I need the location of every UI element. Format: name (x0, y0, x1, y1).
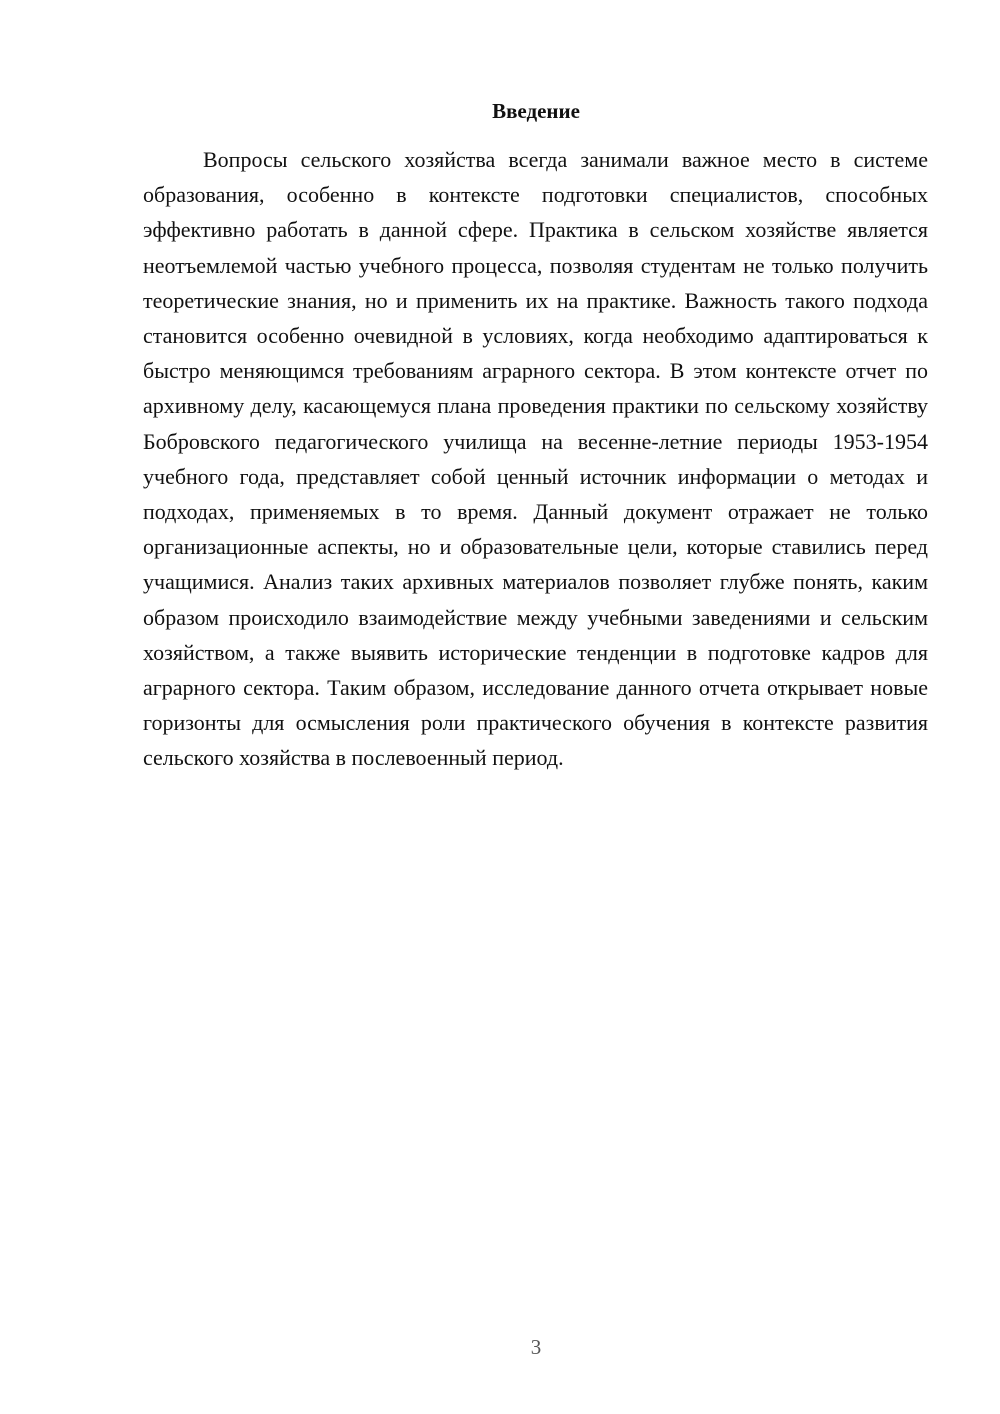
section-heading: Введение (492, 99, 580, 123)
page-number: 3 (530, 1335, 542, 1359)
body-paragraph: Вопросы сельского хозяйства всегда занимали важное место в системе образования, особенно в контексте подготовки специалистов, способных эффективно работать в данной сфере. Практика в сельском хозяйстве является неотъемлемой частью учебного процесса, позволяя студентам не только получить теоретические знания, но и применить их на практике. Важность такого подхода становится особенно очевидной в условиях, когда необходимо адаптироваться к быстро меняющимся требованиям аграрного сектора. В этом контексте отчет по архивному делу, касающемуся плана проведения практики по сельскому хозяйству Бобровского педагогического училища на весенне-летние периоды 1953-1954 учебного года, представляет собой ценный источник информации о методах и подходах, применяемых в то время. Данный документ отражает не только организационные аспекты, но и образовательные цели, которые ставились перед учащимися. Анализ таких архивных материалов позволяет глубже понять, каким образом происходило взаимодействие между учебными заведениями и сельским хозяйством, а также выявить исторические тенденции в подготовке кадров для аграрного сектора. Таким образом, исследование данного отчета открывает новые горизонты для осмысления роли практического обучения в контексте развития сельского хозяйства в послевоенный период. (143, 147, 928, 771)
